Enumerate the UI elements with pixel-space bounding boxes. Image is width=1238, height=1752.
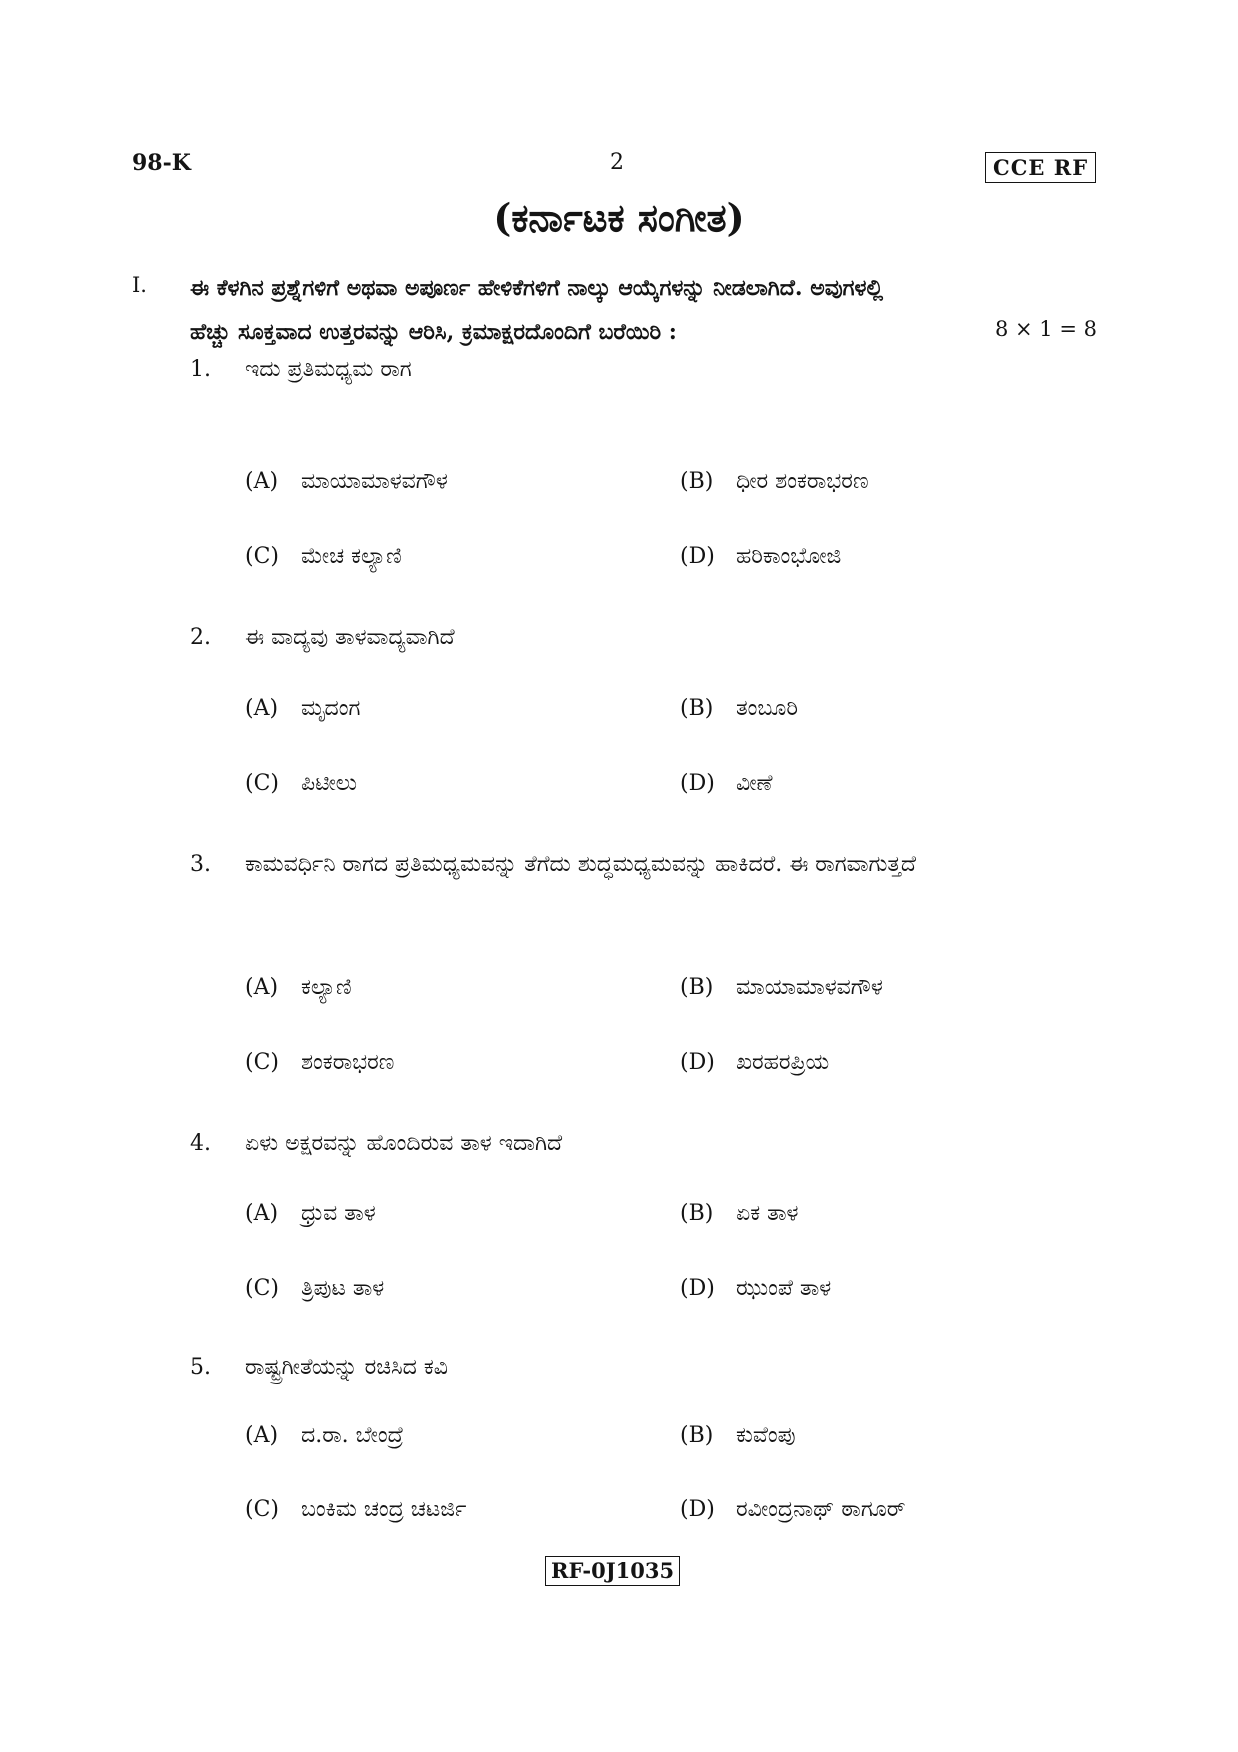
option-3c <box>245 1050 394 1075</box>
option-2c <box>245 771 357 796</box>
option-text: ರವೀಂದ್ರನಾಥ್ ಠಾಗೂರ್ <box>736 1497 906 1522</box>
option-5c <box>245 1497 466 1522</box>
question-number: 2. <box>190 625 211 650</box>
option-text: ಧೀರ ಶಂಕರಾಭರಣ <box>736 469 869 494</box>
option-1a <box>245 469 448 494</box>
marks-allocation: 8 × 1 = 8 <box>995 317 1097 341</box>
option-text: ತಂಬೂರಿ <box>736 696 798 721</box>
option-label: (C) <box>245 1497 279 1522</box>
option-1b <box>680 469 869 494</box>
option-text: ಮಾಯಾಮಾಳವಗೌಳ <box>301 469 448 494</box>
option-text: ದ.ರಾ. ಬೇಂದ್ರೆ <box>301 1423 404 1448</box>
option-text: ಖರಹರಪ್ರಿಯ <box>736 1050 830 1075</box>
option-label: (D) <box>680 544 715 569</box>
option-text: ಶಂಕರಾಭರಣ <box>301 1050 395 1075</box>
option-label: (C) <box>245 771 279 796</box>
option-5a <box>245 1423 404 1448</box>
option-2a <box>245 696 360 721</box>
option-label: (A) <box>245 1201 279 1226</box>
option-label: (D) <box>680 1276 715 1301</box>
option-label: (C) <box>245 1050 279 1075</box>
option-1d <box>680 544 841 569</box>
option-label: (B) <box>680 1423 714 1448</box>
option-text: ಹರಿಕಾಂಭೋಜಿ <box>736 544 842 569</box>
option-text: ಧ್ರುವ ತಾಳ <box>301 1201 376 1226</box>
option-label: (B) <box>680 1201 714 1226</box>
option-label: (A) <box>245 1423 279 1448</box>
option-text: ತ್ರಿಪುಟ ತಾಳ <box>301 1276 385 1301</box>
option-4d <box>680 1276 831 1301</box>
option-text: ಮಾಯಾಮಾಳವಗೌಳ <box>736 975 883 1000</box>
question-number: 4. <box>190 1131 211 1156</box>
question-5 <box>190 1344 1105 1392</box>
option-label: (A) <box>245 975 279 1000</box>
footer-code-box: RF-0J1035 <box>545 1556 680 1586</box>
option-5b <box>680 1423 796 1448</box>
option-label: (C) <box>245 1276 279 1301</box>
question-3 <box>190 841 1105 889</box>
paper-code: 98-K <box>132 150 191 176</box>
option-4a <box>245 1201 376 1226</box>
question-number: 1. <box>190 357 211 382</box>
question-text: ಕಾಮವರ್ಧಿನಿ ರಾಗದ ಪ್ರತಿಮಧ್ಯಮವನ್ನು ತೆಗೆದು ಶುದ್ಧಮಧ್ಯಮವನ್ನು ಹಾಕಿದರೆ. ಈ ರಾಗವಾಗುತ್ತದೆ <box>245 852 917 877</box>
option-3b <box>680 975 883 1000</box>
option-text: ಕುವೆಂಪು <box>736 1423 796 1448</box>
page-number: 2 <box>610 150 624 175</box>
option-text: ಝುಂಪೆ ತಾಳ <box>736 1276 832 1301</box>
question-2 <box>190 614 1105 662</box>
subject-title: (ಕರ್ನಾಟಕ ಸಂಗೀತ) <box>493 195 745 240</box>
option-4c <box>245 1276 384 1301</box>
option-2d <box>680 771 773 796</box>
option-label: (A) <box>245 469 279 494</box>
option-1c <box>245 544 402 569</box>
option-label: (D) <box>680 771 715 796</box>
option-4b <box>680 1201 798 1226</box>
option-label: (B) <box>680 696 714 721</box>
option-text: ಪಿಟೀಲು <box>301 771 358 796</box>
question-text: ಈ ವಾದ್ಯವು ತಾಳವಾದ್ಯವಾಗಿದೆ <box>245 625 455 650</box>
option-label: (B) <box>680 975 714 1000</box>
option-5d <box>680 1497 906 1522</box>
option-3d <box>680 1050 829 1075</box>
option-text: ಮೇಚ ಕಲ್ಯಾಣಿ <box>301 544 402 569</box>
question-text: ರಾಷ್ಟ್ರಗೀತೆಯನ್ನು ರಚಿಸಿದ ಕವಿ <box>245 1355 448 1380</box>
option-label: (C) <box>245 544 279 569</box>
option-label: (D) <box>680 1050 715 1075</box>
option-text: ಏಕ ತಾಳ <box>736 1201 799 1226</box>
option-2b <box>680 696 798 721</box>
section-number: I. <box>132 273 147 297</box>
option-label: (B) <box>680 469 714 494</box>
option-text: ಮೃದಂಗ <box>301 696 361 721</box>
instruction-line-1: ಈ ಕೆಳಗಿನ ಪ್ರಶ್ನೆಗಳಿಗೆ ಅಥವಾ ಅಪೂರ್ಣ ಹೇಳಿಕೆಗಳಿಗೆ ನಾಲ್ಕು ಆಯ್ಕೆಗಳನ್ನು ನೀಡಲಾಗಿದೆ. ಅವುಗಳಲ್ಲಿ <box>190 275 884 301</box>
question-number: 5. <box>190 1355 211 1380</box>
option-text: ಕಲ್ಯಾಣಿ <box>301 975 352 1000</box>
instruction-line-2: ಹೆಚ್ಚು ಸೂಕ್ತವಾದ ಉತ್ತರವನ್ನು ಆರಿಸಿ, ಕ್ರಮಾಕ್ಷರದೊಂದಿಗೆ ಬರೆಯಿರಿ : <box>190 319 677 345</box>
option-label: (A) <box>245 696 279 721</box>
question-text: ಏಳು ಅಕ್ಷರವನ್ನು ಹೊಂದಿರುವ ತಾಳ ಇದಾಗಿದೆ <box>245 1131 563 1156</box>
question-text: ಇದು ಪ್ರತಿಮಧ್ಯಮ ರಾಗ <box>245 357 412 382</box>
version-box: CCE RF <box>985 152 1096 183</box>
option-text: ಬಂಕಿಮ ಚಂದ್ರ ಚಟರ್ಜಿ <box>301 1497 467 1522</box>
question-number: 3. <box>190 852 211 877</box>
question-4 <box>190 1120 1105 1168</box>
option-3a <box>245 975 352 1000</box>
section-instruction <box>190 266 1105 354</box>
option-label: (D) <box>680 1497 715 1522</box>
question-1 <box>190 346 1105 394</box>
option-text: ವೀಣೆ <box>736 771 773 796</box>
